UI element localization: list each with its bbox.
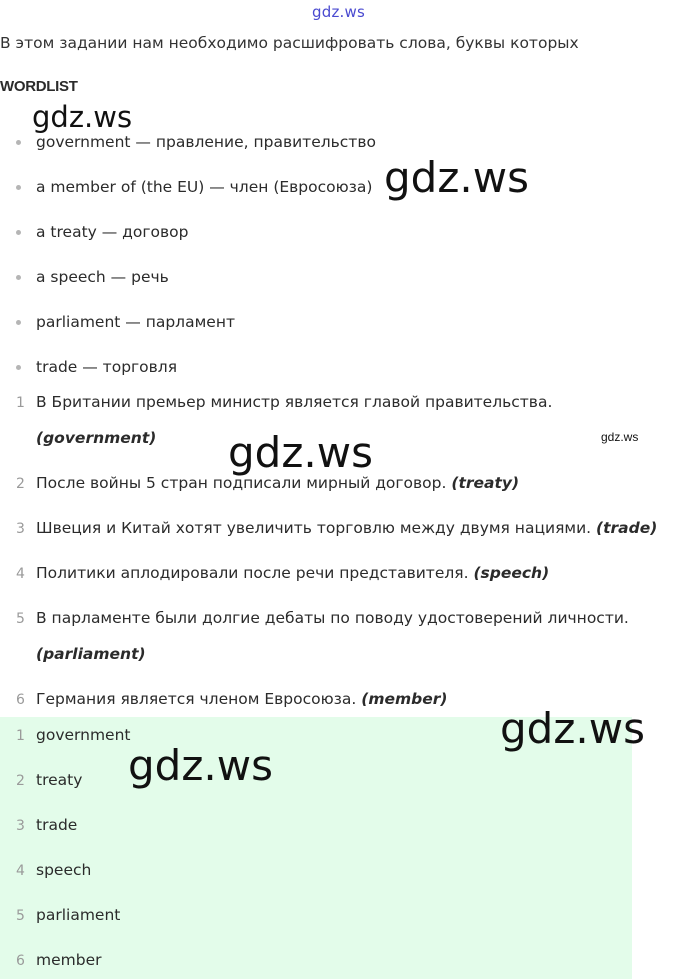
task-answer: (treaty) [451,474,520,492]
item-number: 3 [16,521,25,537]
intro-text: В этом задании нам необходимо расшифровать слова, буквы которых [0,34,579,52]
list-item-text: a treaty — договор [36,223,189,241]
task-text: В Британии премьер министр является главой правительства. [36,393,553,411]
list-item-text: trade — торговля [36,358,178,376]
task-answer: (government) [36,429,157,447]
list-item-text: a speech — речь [36,268,169,286]
item-number: 2 [16,476,25,492]
item-number: 2 [16,773,25,789]
answer-text: parliament [36,906,121,924]
bullet-icon [16,140,21,145]
list-item-text: a member of (the EU) — член (Евросоюза) [36,178,373,196]
watermark: gdz.ws [228,428,373,477]
watermark: gdz.ws [384,153,529,202]
bullet-icon [16,365,21,370]
list-item-text: government — правление, правительство [36,133,376,151]
bullet-icon [16,320,21,325]
watermark: gdz.ws [601,430,639,444]
item-number: 5 [16,908,25,924]
task-answer: (speech) [473,564,550,582]
task-text: Швеция и Китай хотят увеличить торговлю между двумя нациями. [36,519,597,537]
item-number: 4 [16,863,25,879]
wordlist-heading: WORDLIST [0,78,78,95]
list-item [16,311,235,333]
item-number: 1 [16,728,25,744]
item-number: 3 [16,818,25,834]
bullet-icon [16,230,21,235]
task-text: После войны 5 стран подписали мирный договор. [36,474,452,492]
list-item-text: parliament — парламент [36,313,235,331]
task-answer: (trade) [596,519,658,537]
item-number: 6 [16,692,25,708]
watermark: gdz.ws [500,704,645,753]
watermark: gdz.ws [128,741,273,790]
task-text: Политики аплодировали после речи представителя. [36,564,474,582]
item-number: 4 [16,566,25,582]
item-number: 5 [16,611,25,627]
answer-text: speech [36,861,92,879]
list-item [16,356,177,378]
task-answer: (member) [361,690,448,708]
answer-text: trade [36,816,78,834]
watermark-top: gdz.ws [312,3,365,21]
task-line [36,690,447,708]
answer-text: treaty [36,771,83,789]
bullet-icon [16,185,21,190]
bullet-icon [16,275,21,280]
list-item [16,176,372,198]
task-text: В парламенте были долгие дебаты по поводу удостоверений личности. [36,609,629,627]
list-item [16,221,188,243]
item-number: 1 [16,395,25,411]
task-line [36,519,657,537]
task-line [36,564,549,582]
answer-text: government [36,726,131,744]
answer-box [0,717,632,979]
task-text: Германия является членом Евросоюза. [36,690,362,708]
task-answer: (parliament) [36,645,146,663]
list-item [16,131,376,153]
item-number: 6 [16,953,25,969]
watermark: gdz.ws [32,100,133,134]
answer-text: member [36,951,102,969]
list-item [16,266,169,288]
